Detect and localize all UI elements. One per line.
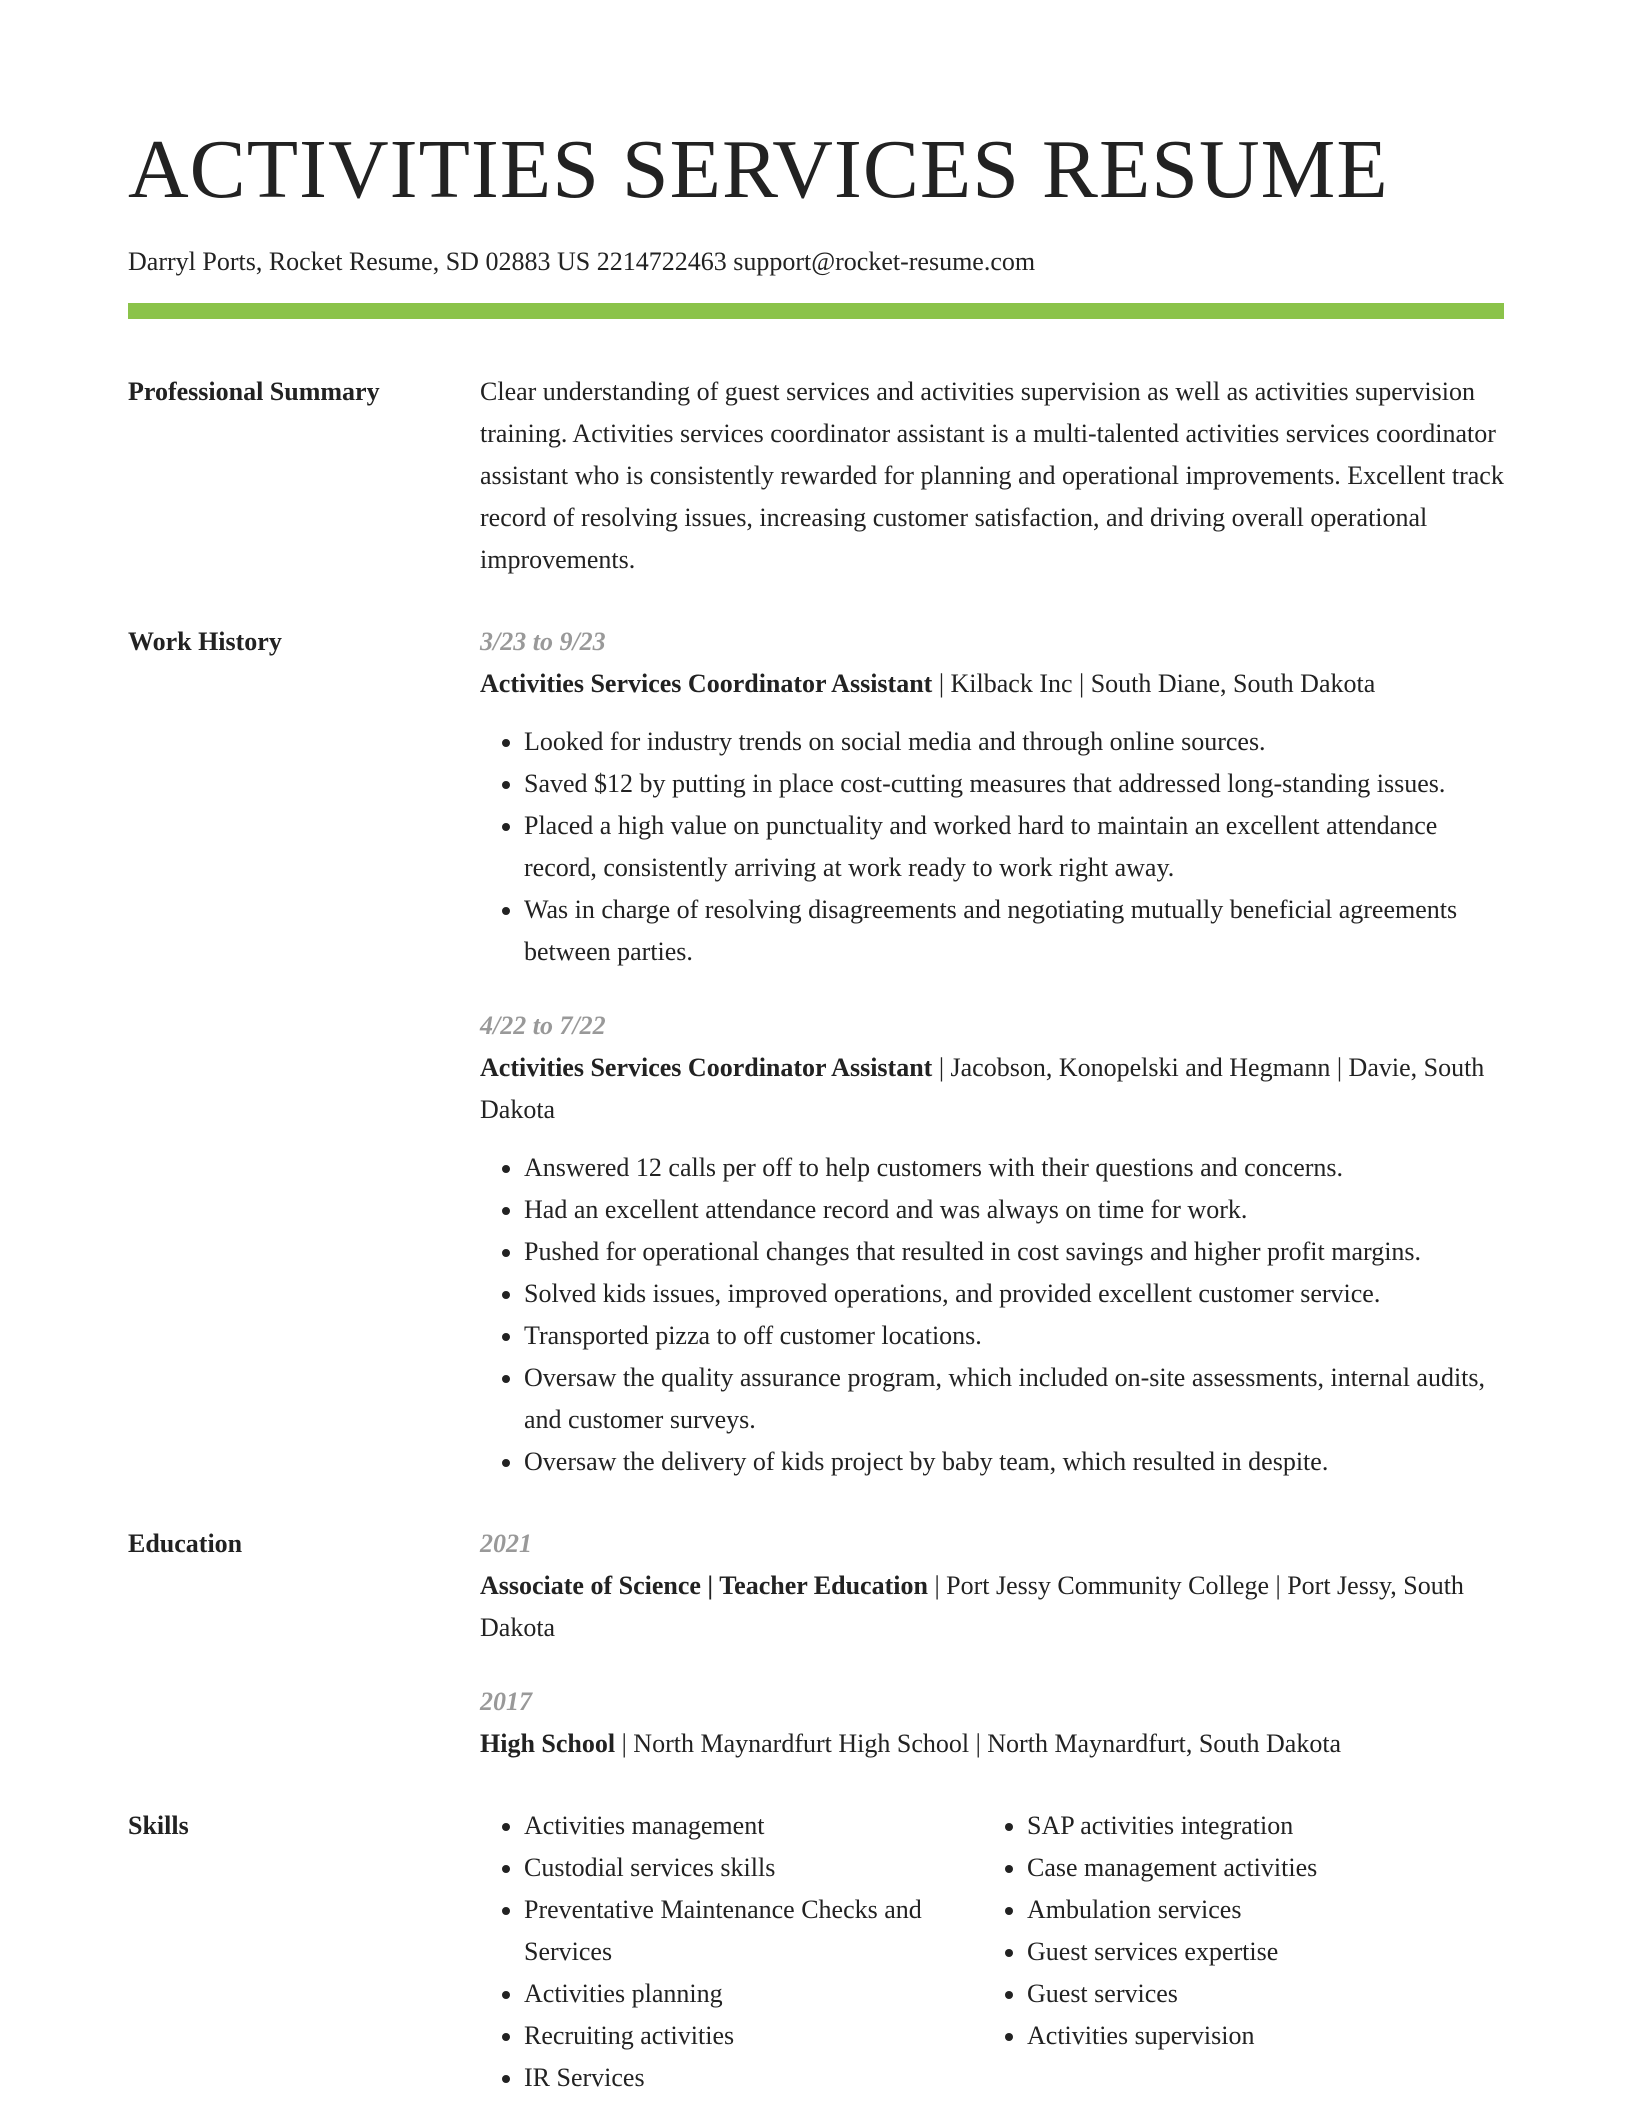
job-entry <box>480 621 1504 973</box>
job-details: | Kilback Inc | South Diane, South Dakota <box>932 669 1376 698</box>
education-entry <box>480 1681 1504 1765</box>
job-duty: • Pushed for operational changes that resulted in cost savings and higher profit margins. <box>524 1231 1504 1273</box>
education-heading-line <box>480 1565 1504 1649</box>
contact-line: Darryl Ports, Rocket Resume, SD 02883 US 2214722463 support@rocket-resume.com <box>128 247 1036 276</box>
skills-column-left <box>480 1805 983 2099</box>
job-heading <box>480 663 1504 705</box>
job-duty: • Oversaw the quality assurance program, which included on-site assessments, internal audits, and customer surveys. <box>524 1357 1504 1441</box>
skill-item: • Guest services expertise <box>1027 1931 1486 1973</box>
resume-page <box>128 0 1504 2099</box>
job-duties <box>480 721 1504 973</box>
accent-divider <box>128 303 1504 319</box>
job-dates: 3/23 to 9/23 <box>480 627 606 656</box>
job-duty: • Placed a high value on punctuality and worked hard to maintain an excellent attendance record, consistently arriving at work ready to work right away. <box>524 805 1504 889</box>
education-degree: Associate of Science | Teacher Education <box>480 1571 928 1600</box>
job-duty: • Saved $12 by putting in place cost-cutting measures that addressed long-standing issues. <box>524 763 1504 805</box>
job-title: Activities Services Coordinator Assistant <box>480 669 933 698</box>
job-duty: • Oversaw the delivery of kids project by baby team, which resulted in despite. <box>524 1441 1504 1483</box>
education-section <box>128 1523 1504 1765</box>
summary-heading: Professional Summary <box>128 377 380 406</box>
skills-column-right <box>983 1805 1486 2099</box>
job-duty: • Looked for industry trends on social media and through online sources. <box>524 721 1504 763</box>
skills-heading: Skills <box>128 1811 189 1840</box>
skill-item: • Preventative Maintenance Checks and Services <box>524 1889 983 1973</box>
education-heading: Education <box>128 1529 243 1558</box>
job-duties <box>480 1147 1504 1483</box>
work-history-section <box>128 621 1504 1483</box>
job-duty: • Answered 12 calls per off to help customers with their questions and concerns. <box>524 1147 1504 1189</box>
skill-item: • Recruiting activities <box>524 2015 983 2057</box>
summary-section <box>128 371 1504 581</box>
job-title: Activities Services Coordinator Assistant <box>480 1053 933 1082</box>
job-details: | Jacobson, Konopelski and Hegmann | Davie, South Dakota <box>480 1053 1485 1124</box>
job-duty: • Solved kids issues, improved operations, and provided excellent customer service. <box>524 1273 1504 1315</box>
skill-item: • IR Services <box>524 2057 983 2099</box>
job-duty: • Was in charge of resolving disagreements and negotiating mutually beneficial agreements between parties. <box>524 889 1504 973</box>
work-history-heading: Work History <box>128 627 282 656</box>
skills-section <box>128 1805 1504 2099</box>
skill-item: • Ambulation services <box>1027 1889 1486 1931</box>
skill-item: • Custodial services skills <box>524 1847 983 1889</box>
education-details: | Port Jessy Community College | Port Jessy, South Dakota <box>480 1571 1464 1642</box>
skill-item: • Case management activities <box>1027 1847 1486 1889</box>
skill-item: • Activities supervision <box>1027 2015 1486 2057</box>
education-degree: High School <box>480 1729 616 1758</box>
education-entry <box>480 1523 1504 1649</box>
education-year: 2021 <box>480 1529 532 1558</box>
education-year: 2017 <box>480 1687 532 1716</box>
education-details: | North Maynardfurt High School | North Maynardfurt, South Dakota <box>615 1729 1342 1758</box>
skill-item: • Guest services <box>1027 1973 1486 2015</box>
job-entry <box>480 1005 1504 1483</box>
summary-text: Clear understanding of guest services and activities supervision as well as activities supervision training. Activities services coordinator assistant is a multi-talented activities services coordinator assistant who is consistently rewarded for planning and operational improvements. Excellent track record of resolving issues, increasing customer satisfaction, and driving overall operational improvements. <box>480 377 1504 574</box>
job-duty: • Transported pizza to off customer locations. <box>524 1315 1504 1357</box>
job-heading <box>480 1047 1504 1131</box>
education-heading-line <box>480 1723 1504 1765</box>
job-duty: • Had an excellent attendance record and was always on time for work. <box>524 1189 1504 1231</box>
skill-item: • Activities management <box>524 1805 983 1847</box>
skill-item: • Activities planning <box>524 1973 983 2015</box>
job-dates: 4/22 to 7/22 <box>480 1011 606 1040</box>
skill-item: • SAP activities integration <box>1027 1805 1486 1847</box>
resume-title: ACTIVITIES SERVICES RESUME <box>128 123 1389 216</box>
